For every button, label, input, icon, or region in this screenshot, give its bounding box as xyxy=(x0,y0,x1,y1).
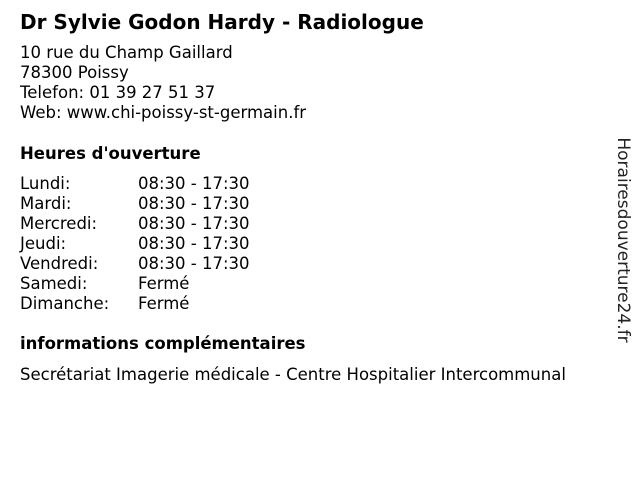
day-label: Dimanche: xyxy=(20,294,110,313)
time-value: 08:30 - 17:30 xyxy=(138,214,250,233)
hours-row-tuesday xyxy=(20,194,250,214)
hours-row-saturday xyxy=(20,274,250,294)
day-label: Vendredi: xyxy=(20,254,99,273)
opening-hours-list xyxy=(20,174,250,314)
day-label: Lundi: xyxy=(20,174,71,193)
hours-row-friday xyxy=(20,254,250,274)
time-value: 08:30 - 17:30 xyxy=(138,174,250,193)
time-value: 08:30 - 17:30 xyxy=(138,234,250,253)
site-watermark: Horairesdouverture24.fr xyxy=(613,137,633,343)
day-label: Mardi: xyxy=(20,194,72,213)
day-label: Samedi: xyxy=(20,274,88,293)
additional-info-text: Secrétariat Imagerie médicale - Centre Hospitalier Intercommunal xyxy=(20,365,566,384)
hours-row-sunday xyxy=(20,294,250,314)
time-value: 08:30 - 17:30 xyxy=(138,254,250,273)
time-value: Fermé xyxy=(138,294,190,313)
day-label: Jeudi: xyxy=(20,234,67,253)
hours-row-monday xyxy=(20,174,250,194)
city-postal: 78300 Poissy xyxy=(20,63,129,82)
address-block xyxy=(20,43,306,123)
time-value: 08:30 - 17:30 xyxy=(138,194,250,213)
street-address: 10 rue du Champ Gaillard xyxy=(20,43,233,62)
website: Web: www.chi-poissy-st-germain.fr xyxy=(20,103,307,122)
page-title: Dr Sylvie Godon Hardy - Radiologue xyxy=(20,10,424,34)
hours-row-thursday xyxy=(20,234,250,254)
additional-info-heading: informations complémentaires xyxy=(20,334,306,353)
phone-number: Telefon: 01 39 27 51 37 xyxy=(20,83,216,102)
opening-hours-heading: Heures d'ouverture xyxy=(20,144,201,163)
time-value: Fermé xyxy=(138,274,190,293)
hours-row-wednesday xyxy=(20,214,250,234)
day-label: Mercredi: xyxy=(20,214,98,233)
